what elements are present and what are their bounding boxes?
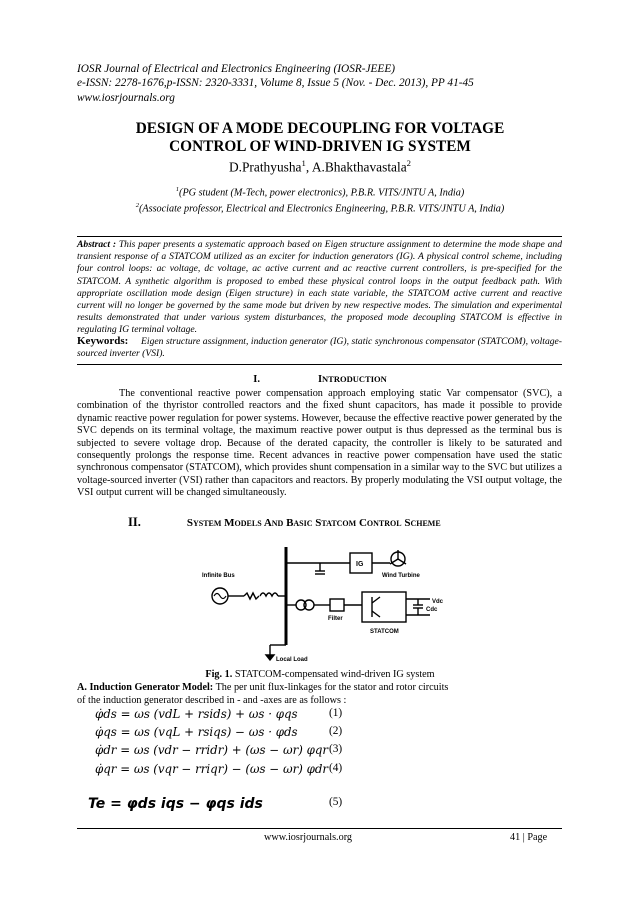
label-infinite-bus: Infinite Bus — [202, 573, 235, 579]
author-2: A.Bhakthavastala — [311, 159, 407, 175]
section-1-heading — [70, 374, 570, 385]
keywords-text: Eigen structure assignment, induction generator (IG), static synchronous compensator (STATCOM), voltage- sourced inverter (VSI). — [77, 336, 562, 360]
author-1-sup: 1 — [301, 158, 306, 168]
equation-5: Te = φds iqs − φqs ids — [88, 796, 263, 812]
keywords — [77, 335, 562, 360]
author-1: D.Prathyusha — [228, 159, 302, 175]
equation-3: φ̇dr = ωs (vdr − rridr) + (ωs − ωr) φqr — [95, 743, 329, 757]
label-local-load: Local Load — [276, 657, 308, 662]
section-1-title-initial: I — [317, 374, 323, 385]
equation-2-number: (2) — [329, 725, 343, 737]
label-wind-turbine: Wind Turbine — [382, 573, 420, 579]
authors — [70, 158, 570, 175]
induction-generator-model — [77, 682, 562, 707]
label-vdc: Vdc — [432, 599, 444, 605]
keywords-bottom-rule — [77, 364, 562, 365]
induction-model-text-2: of the induction generator described in - and -axes are as follows : — [77, 694, 347, 706]
figure-1-caption-label: Fig. 1. — [205, 669, 233, 680]
induction-model-text-1: The per unit flux-linkages for the stator and rotor circuits — [213, 682, 449, 693]
section-1-paragraph: The conventional reactive power compensation approach employing static Var compensator (SVC), a combination of the thyristor controlled reactors and the fixed shunt capacitors, has made it possible to provide dynamic reactive power regulation for power systems. However, because the effective reactive power generated by the SVC depends on its terminal voltage, the maximum reactive power output is thus depressed as the terminal bus is subjected to severe voltage drop. Because of the derated capacity, the controller is likely to be saturated and consequently prolongs the response time. Recent advances in reactive power compensation have used the static synchronous compensator (STATCOM), which provides shunt compensation in a similar way to the SVC but utilizes a voltage-sourced inverter (VSI) rather than capacitors and reactors. By properly modulating the VSI output voltage, the VSI output current will be changed simultaneously. — [77, 388, 562, 499]
abstract — [77, 239, 562, 337]
equation-5-number: (5) — [329, 796, 343, 808]
footer-page-number: 41 | Page — [510, 832, 548, 843]
label-ig: IG — [356, 561, 364, 568]
section-2-heading — [128, 515, 441, 530]
author-separator: , — [305, 159, 312, 175]
section-1-body — [77, 388, 562, 500]
affiliations — [70, 183, 570, 216]
equation-2: φ̇qs = ωs (vqL + rsiqs) − ωs · φds — [95, 725, 298, 739]
section-1-title — [318, 374, 387, 385]
section-1-title-rest: NTRODUCTION — [322, 374, 387, 384]
affiliation-1 — [70, 183, 570, 199]
abstract-text: This paper presents a systematic approach based on Eigen structure assignment to determine the mode shape and transient response of a STATCOM utilized as an exciter for induction generators (IG). A physical control scheme, including four control loops: ac voltage, dc voltage, ac active current and ac reactive current controllers, is pre-specified for the STATCOM. A synthetic algorithm is proposed to embed these physical control loops in the output feedback path. With appropriate oscillation mode design (Eigen structure) in each state variable, the STATCOM active current and reactive current will no longer be governed by the same mode but driven by new respective modes. The simulation and experimental results demonstrated that under various system disturbances, the proposed mode decoupling STATCOM is effective in regulating IG terminal voltage. — [77, 239, 562, 336]
affiliation-2-text: (Associate professor, Electrical and Electronics Engineering, P.B.R. VITS/JNTU A, India) — [139, 203, 505, 215]
affiliation-1-sup: 1 — [175, 186, 180, 193]
title-line-1: DESIGN OF A MODE DECOUPLING FOR VOLTAGE — [135, 120, 505, 137]
equation-4: φ̇qr = ωs (vqr − rriqr) − (ωs − ωr) φdr — [95, 762, 329, 776]
footer-rule — [77, 828, 562, 829]
equation-3-number: (3) — [329, 743, 343, 755]
abstract-top-rule — [77, 236, 562, 237]
statcom-vsi-block — [362, 592, 406, 622]
abstract-label: Abstract : — [77, 239, 117, 250]
author-2-sup: 2 — [406, 158, 412, 168]
filter-block — [330, 599, 344, 611]
journal-url: www.iosrjournals.org — [77, 91, 175, 104]
figure-1-diagram — [200, 537, 470, 662]
journal-name: IOSR Journal of Electrical and Electronics Engineering (IOSR-JEEE) — [77, 63, 396, 75]
section-2-number: II. — [128, 515, 141, 529]
label-cdc: Cdc — [426, 607, 438, 613]
figure-1-caption — [70, 669, 570, 680]
journal-issn: e-ISSN: 2278-1676,p-ISSN: 2320-3331, Volume 8, Issue 5 (Nov. - Dec. 2013), PP 41-45 — [77, 77, 474, 90]
section-1-number: I. — [253, 374, 260, 385]
footer-site: www.iosrjournals.org — [264, 832, 353, 843]
figure-1-caption-text: STATCOM-compensated wind-driven IG system — [232, 669, 435, 680]
affiliation-2 — [70, 199, 570, 215]
paper-title — [70, 120, 570, 156]
equation-1-number: (1) — [329, 707, 343, 719]
label-filter: Filter — [328, 616, 343, 622]
journal-header — [77, 62, 474, 105]
equation-1: φ̇ds = ωs (vdL + rsids) + ωs · φqs — [95, 707, 298, 721]
section-2-title: System Models And Basic Statcom Control Scheme — [186, 517, 441, 529]
label-statcom: STATCOM — [370, 629, 399, 635]
equation-4-number: (4) — [329, 762, 343, 774]
keywords-label: Keywords: — [77, 335, 129, 347]
affiliation-2-sup: 2 — [135, 202, 139, 210]
induction-model-label: A. Induction Generator Model: — [77, 682, 214, 693]
affiliation-1-text: (PG student (M-Tech, power electronics), P.B.R. VITS/JNTU A, India) — [179, 187, 465, 199]
title-line-2: CONTROL OF WIND-DRIVEN IG SYSTEM — [169, 138, 471, 155]
